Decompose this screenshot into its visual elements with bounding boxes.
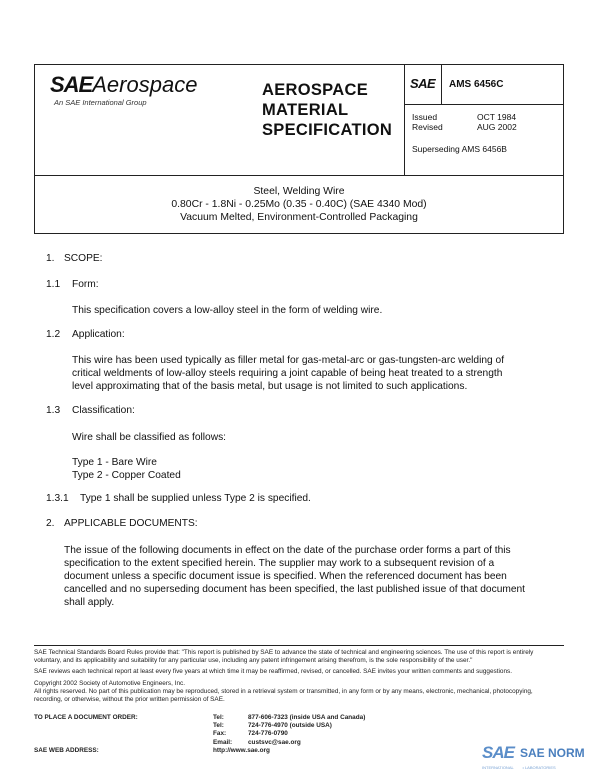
section-2-paragraph [64, 544, 560, 609]
section-1-2-title: Application: [72, 329, 125, 340]
tel2-label: Tel: [213, 722, 224, 730]
header-bottom-rule [34, 175, 564, 176]
fax-label: Fax: [213, 730, 227, 738]
logo-tagline: An SAE International Group [54, 98, 147, 107]
rules-line: voluntary, and its applicability and suitability for any particular use, including any patent infringement arising therefrom, is the sole responsibility of the user." [34, 657, 473, 665]
revised-label: Revised [412, 122, 443, 132]
title-line-3: SPECIFICATION [262, 121, 393, 139]
footer-rule [34, 645, 564, 646]
title-line-1: AEROSPACE [262, 81, 368, 99]
header-divider [404, 64, 405, 175]
section-2-line: document unless a specific document issue is specified. When the referenced document has been [64, 571, 507, 582]
section-1-3-title: Classification: [72, 405, 135, 416]
revised-value: AUG 2002 [477, 122, 517, 132]
material-title-line-1: Steel, Welding Wire [253, 186, 345, 197]
issued-value: OCT 1984 [477, 112, 517, 122]
section-1-3-number: 1.3 [46, 405, 61, 416]
document-number: AMS 6456C [449, 79, 504, 90]
section-1-2-line: critical weldments of low-alloy steels requiring a joint capable of being heat treated to a strength [72, 368, 503, 379]
title-line-2: MATERIAL [262, 101, 349, 119]
email-link[interactable]: custsvc@sae.org [248, 738, 301, 746]
web-label: SAE WEB ADDRESS: [34, 747, 99, 754]
section-1-3-1-number: 1.3.1 [46, 493, 69, 504]
sae-norm-text: SAE NORM [520, 746, 585, 760]
sae-norm-mark: SAE [482, 743, 514, 762]
review-line: SAE reviews each technical report at least every five years at which time it may be reaffirmed, revised, or cancelled. SAE invites your written comments and suggestions. [34, 668, 512, 676]
logo-aerospace-text: Aerospace [92, 72, 198, 97]
page-title [262, 80, 392, 140]
header-top-rule [34, 64, 564, 65]
footer-notices [34, 649, 564, 704]
header-number-rule [404, 104, 563, 105]
issued-label: Issued [412, 112, 438, 122]
tel2-value: 724-776-4970 (outside USA) [248, 722, 332, 730]
section-1-2-paragraph [72, 354, 562, 393]
section-2-line: shall apply. [64, 597, 115, 608]
section-2-line: specification to the extent specified herein. The supplier may work to a subsequent revision of a [64, 558, 495, 569]
contact-labels [213, 714, 232, 747]
section-1-1-text: This specification covers a low-alloy steel in the form of welding wire. [72, 305, 383, 316]
superseding-note: Superseding AMS 6456B [412, 144, 507, 154]
section-1-1-number: 1.1 [46, 279, 61, 290]
section-1-3-1-text: Type 1 shall be supplied unless Type 2 is specified. [80, 493, 311, 504]
email-label: Email: [213, 738, 233, 746]
sae-norm-logo [482, 743, 594, 773]
section-1-2-line: level approximating that of the basis metal, but usage is not limited to such applications. [72, 381, 468, 392]
section-1-1-title: Form: [72, 279, 99, 290]
logo-sae-text: SAE [50, 72, 93, 97]
rights-line: recording, or otherwise, without the prior written permission of SAE. [34, 696, 225, 704]
section-2-number: 2. [46, 518, 55, 529]
material-title-line-2: 0.80Cr - 1.8Ni - 0.25Mo (0.35 - 0.40C) (SAE 4340 Mod) [171, 199, 427, 210]
section-1-3-text: Wire shall be classified as follows: [72, 432, 227, 443]
type-2-item: Type 2 - Copper Coated [72, 470, 181, 481]
rights-line: All rights reserved. No part of this publication may be reproduced, stored in a retrieval system or transmitted, in any form or by any means, electronic, mechanical, photocopying, [34, 687, 533, 695]
web-link[interactable]: http://www.sae.org [213, 747, 270, 754]
title-block-bottom-rule [34, 233, 564, 234]
section-2-line: The issue of the following documents in effect on the date of the purchase order forms a part of this [64, 545, 511, 556]
material-title-line-3: Vacuum Melted, Environment-Controlled Packaging [180, 212, 418, 223]
order-label: TO PLACE A DOCUMENT ORDER: [34, 714, 138, 721]
section-1-2-number: 1.2 [46, 329, 61, 340]
rules-line: SAE Technical Standards Board Rules provide that: "This report is published by SAE to advance the state of technical and engineering sciences. The use of this report is entirely [34, 649, 534, 656]
header-logo-divider [441, 64, 442, 104]
section-2-line: cancelled and no superseding document has been specified, the last published issue of that document [64, 584, 526, 595]
sae-small-logo: SAE [410, 76, 436, 91]
sae-aerospace-logo [50, 72, 197, 98]
tel-label: Tel: [213, 714, 224, 721]
contact-values [248, 714, 365, 747]
section-1-2-line: This wire has been used typically as filler metal for gas-metal-arc or gas-tungsten-arc welding of [72, 355, 505, 366]
type-list [72, 456, 181, 482]
type-1-item: Type 1 - Bare Wire [72, 457, 157, 468]
section-1-title: SCOPE: [64, 253, 103, 264]
section-1-number: 1. [46, 253, 55, 264]
material-title-block [34, 185, 564, 224]
sae-norm-subtext: INTERNATIONAL • LABORATORIES [482, 765, 556, 770]
tel-value: 877-606-7323 (inside USA and Canada) [248, 714, 366, 721]
fax-value: 724-776-0790 [248, 730, 288, 738]
section-2-title: APPLICABLE DOCUMENTS: [64, 518, 198, 529]
copyright-line: Copyright 2002 Society of Automotive Engineers, Inc. [34, 679, 185, 687]
